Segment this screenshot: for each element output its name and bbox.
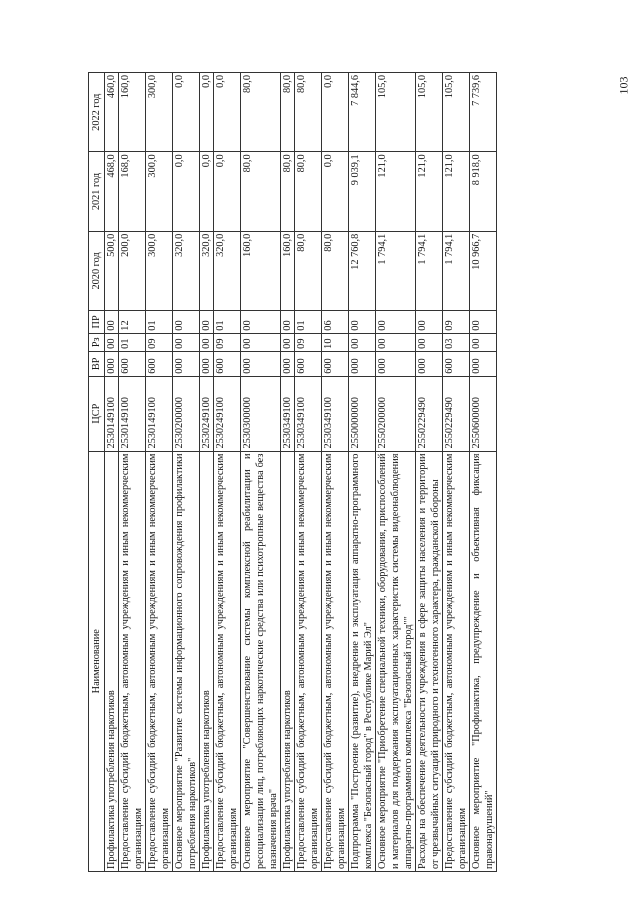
cell-vr: 000 bbox=[376, 351, 416, 376]
table-row bbox=[281, 73, 295, 872]
cell-y2020: 200,0 bbox=[119, 231, 146, 310]
cell-pr: 01 bbox=[214, 311, 241, 334]
cell-vr: 600 bbox=[443, 351, 470, 376]
cell-y2020: 160,0 bbox=[241, 231, 281, 310]
cell-y2020: 160,0 bbox=[281, 231, 295, 310]
cell-name: Профилактика употребления наркотиков bbox=[200, 451, 214, 871]
budget-table bbox=[88, 72, 497, 872]
cell-y2021: 168,0 bbox=[119, 152, 146, 231]
cell-name: Профилактика употребления наркотиков bbox=[281, 451, 295, 871]
table-row bbox=[376, 73, 416, 872]
table-row bbox=[295, 73, 322, 872]
cell-name: Профилактика употребления наркотиков bbox=[105, 451, 119, 871]
cell-y2022: 105,0 bbox=[416, 73, 443, 152]
cell-pr: 00 bbox=[200, 311, 214, 334]
cell-vr: 600 bbox=[214, 351, 241, 376]
cell-vr: 600 bbox=[322, 351, 349, 376]
cell-csr: 2530149100 bbox=[119, 376, 146, 451]
cell-name: Предоставление субсидий бюджетным, автономным учреждениям и иным некоммерческим организациям bbox=[443, 451, 470, 871]
header-2020: 2020 год bbox=[89, 231, 105, 310]
cell-csr: 2530300000 bbox=[241, 376, 281, 451]
cell-y2021: 8 918,0 bbox=[470, 152, 497, 231]
cell-y2020: 10 966,7 bbox=[470, 231, 497, 310]
cell-pr: 00 bbox=[416, 311, 443, 334]
table-row bbox=[470, 73, 497, 872]
table-row bbox=[443, 73, 470, 872]
cell-vr: 600 bbox=[146, 351, 173, 376]
cell-y2022: 7 844,6 bbox=[349, 73, 376, 152]
cell-y2022: 0,0 bbox=[173, 73, 200, 152]
cell-y2021: 80,0 bbox=[241, 152, 281, 231]
cell-csr: 2530149100 bbox=[105, 376, 119, 451]
cell-name: Основное мероприятие "Приобретение специальной техники, оборудования, приспособлений и материалов для поддержания эксплуатационных характеристик системы видеонаблюдения аппаратно-программного комплекса "Безопасный город"" bbox=[376, 451, 416, 871]
page-number: 103 bbox=[616, 76, 631, 95]
cell-name: Основное мероприятие "Развитие системы информационного сопровождения профилактики потребления наркотиков" bbox=[173, 451, 200, 871]
cell-csr: 2530349100 bbox=[322, 376, 349, 451]
cell-name: Предоставление субсидий бюджетным, автономным учреждениям и иным некоммерческим организациям bbox=[295, 451, 322, 871]
cell-pr: 01 bbox=[146, 311, 173, 334]
cell-y2020: 12 760,8 bbox=[349, 231, 376, 310]
cell-vr: 000 bbox=[281, 351, 295, 376]
cell-rz: 01 bbox=[119, 333, 146, 351]
cell-pr: 12 bbox=[119, 311, 146, 334]
table-header-row bbox=[89, 73, 105, 872]
cell-y2022: 80,0 bbox=[281, 73, 295, 152]
table-row bbox=[173, 73, 200, 872]
cell-rz: 03 bbox=[443, 333, 470, 351]
cell-y2020: 80,0 bbox=[295, 231, 322, 310]
cell-csr: 2550600000 bbox=[470, 376, 497, 451]
cell-rz: 00 bbox=[416, 333, 443, 351]
cell-vr: 000 bbox=[241, 351, 281, 376]
cell-rz: 09 bbox=[146, 333, 173, 351]
cell-y2022: 105,0 bbox=[376, 73, 416, 152]
cell-vr: 000 bbox=[200, 351, 214, 376]
cell-vr: 600 bbox=[119, 351, 146, 376]
cell-rz: 09 bbox=[295, 333, 322, 351]
cell-y2021: 0,0 bbox=[173, 152, 200, 231]
cell-name: Основное мероприятие "Профилактика, предупреждение и объективная фиксация правонарушений" bbox=[470, 451, 497, 871]
cell-y2022: 300,0 bbox=[146, 73, 173, 152]
cell-pr: 00 bbox=[470, 311, 497, 334]
table-row bbox=[200, 73, 214, 872]
cell-name: Основное мероприятие "Совершенствование системы комплексной реабилитации и ресоциализации лиц, потребляющих наркотические средства или психотропные вещества без назначения врача" bbox=[241, 451, 281, 871]
cell-vr: 600 bbox=[295, 351, 322, 376]
cell-vr: 000 bbox=[105, 351, 119, 376]
cell-csr: 2530249100 bbox=[214, 376, 241, 451]
cell-pr: 00 bbox=[281, 311, 295, 334]
cell-y2022: 80,0 bbox=[295, 73, 322, 152]
cell-y2021: 121,0 bbox=[416, 152, 443, 231]
cell-csr: 2530349100 bbox=[295, 376, 322, 451]
cell-name: Предоставление субсидий бюджетным, автономным учреждениям и иным некоммерческим организациям bbox=[214, 451, 241, 871]
cell-y2020: 1 794,1 bbox=[416, 231, 443, 310]
table-row bbox=[322, 73, 349, 872]
cell-pr: 09 bbox=[443, 311, 470, 334]
cell-y2021: 0,0 bbox=[214, 152, 241, 231]
table-row bbox=[146, 73, 173, 872]
cell-pr: 01 bbox=[295, 311, 322, 334]
cell-rz: 00 bbox=[241, 333, 281, 351]
cell-csr: 2550200000 bbox=[376, 376, 416, 451]
header-vr: ВР bbox=[89, 351, 105, 376]
table-row bbox=[119, 73, 146, 872]
header-2021: 2021 год bbox=[89, 152, 105, 231]
cell-rz: 00 bbox=[105, 333, 119, 351]
header-pr: ПР bbox=[89, 311, 105, 334]
cell-y2021: 300,0 bbox=[146, 152, 173, 231]
cell-y2021: 468,0 bbox=[105, 152, 119, 231]
cell-vr: 000 bbox=[470, 351, 497, 376]
cell-rz: 00 bbox=[470, 333, 497, 351]
cell-rz: 00 bbox=[200, 333, 214, 351]
header-csr: ЦСР bbox=[89, 376, 105, 451]
cell-pr: 00 bbox=[376, 311, 416, 334]
table-body bbox=[105, 73, 497, 872]
cell-csr: 2550000000 bbox=[349, 376, 376, 451]
cell-y2022: 80,0 bbox=[241, 73, 281, 152]
cell-y2020: 1 794,1 bbox=[443, 231, 470, 310]
cell-vr: 000 bbox=[173, 351, 200, 376]
cell-rz: 00 bbox=[281, 333, 295, 351]
cell-vr: 000 bbox=[349, 351, 376, 376]
cell-y2020: 320,0 bbox=[214, 231, 241, 310]
cell-pr: 00 bbox=[241, 311, 281, 334]
cell-csr: 2530249100 bbox=[200, 376, 214, 451]
header-2022: 2022 год bbox=[89, 73, 105, 152]
cell-rz: 09 bbox=[214, 333, 241, 351]
table-row bbox=[349, 73, 376, 872]
cell-y2020: 320,0 bbox=[200, 231, 214, 310]
table-row bbox=[214, 73, 241, 872]
cell-y2020: 500,0 bbox=[105, 231, 119, 310]
cell-y2020: 320,0 bbox=[173, 231, 200, 310]
cell-name: Предоставление субсидий бюджетным, автономным учреждениям и иным некоммерческим организациям bbox=[119, 451, 146, 871]
cell-y2022: 0,0 bbox=[200, 73, 214, 152]
cell-y2021: 80,0 bbox=[295, 152, 322, 231]
cell-pr: 00 bbox=[349, 311, 376, 334]
cell-name: Предоставление субсидий бюджетным, автономным учреждениям и иным некоммерческим организациям bbox=[322, 451, 349, 871]
cell-name: Предоставление субсидий бюджетным, автономным учреждениям и иным некоммерческим организациям bbox=[146, 451, 173, 871]
cell-vr: 000 bbox=[416, 351, 443, 376]
header-name: Наименование bbox=[89, 451, 105, 871]
cell-y2020: 1 794,1 bbox=[376, 231, 416, 310]
cell-y2022: 0,0 bbox=[214, 73, 241, 152]
cell-y2020: 300,0 bbox=[146, 231, 173, 310]
table-row bbox=[241, 73, 281, 872]
cell-y2021: 80,0 bbox=[281, 152, 295, 231]
table-row bbox=[416, 73, 443, 872]
cell-y2021: 121,0 bbox=[376, 152, 416, 231]
cell-y2021: 0,0 bbox=[200, 152, 214, 231]
cell-y2022: 105,0 bbox=[443, 73, 470, 152]
cell-csr: 2550229490 bbox=[443, 376, 470, 451]
cell-csr: 2530200000 bbox=[173, 376, 200, 451]
cell-y2022: 160,0 bbox=[119, 73, 146, 152]
cell-y2021: 9 039,1 bbox=[349, 152, 376, 231]
rotated-table-sheet bbox=[88, 72, 608, 872]
table-row bbox=[105, 73, 119, 872]
cell-y2022: 460,0 bbox=[105, 73, 119, 152]
cell-rz: 10 bbox=[322, 333, 349, 351]
cell-y2021: 121,0 bbox=[443, 152, 470, 231]
cell-y2021: 0,0 bbox=[322, 152, 349, 231]
cell-csr: 2530149100 bbox=[146, 376, 173, 451]
cell-rz: 00 bbox=[376, 333, 416, 351]
header-rz: Рз bbox=[89, 333, 105, 351]
cell-y2022: 0,0 bbox=[322, 73, 349, 152]
cell-csr: 2550229490 bbox=[416, 376, 443, 451]
cell-y2020: 80,0 bbox=[322, 231, 349, 310]
cell-y2022: 7 739,6 bbox=[470, 73, 497, 152]
cell-rz: 00 bbox=[349, 333, 376, 351]
cell-name: Расходы на обеспечение деятельности учреждения в сфере защиты населения и территории от чрезвычайных ситуаций природного и техногенного характера, гражданской обороны bbox=[416, 451, 443, 871]
cell-name: Подпрограмма "Построение (развитие), внедрение и эксплуатация аппаратно-программного комплекса "Безопасный город" в Республике Марий Эл" bbox=[349, 451, 376, 871]
cell-pr: 00 bbox=[105, 311, 119, 334]
cell-rz: 00 bbox=[173, 333, 200, 351]
cell-pr: 00 bbox=[173, 311, 200, 334]
cell-csr: 2530349100 bbox=[281, 376, 295, 451]
cell-pr: 06 bbox=[322, 311, 349, 334]
